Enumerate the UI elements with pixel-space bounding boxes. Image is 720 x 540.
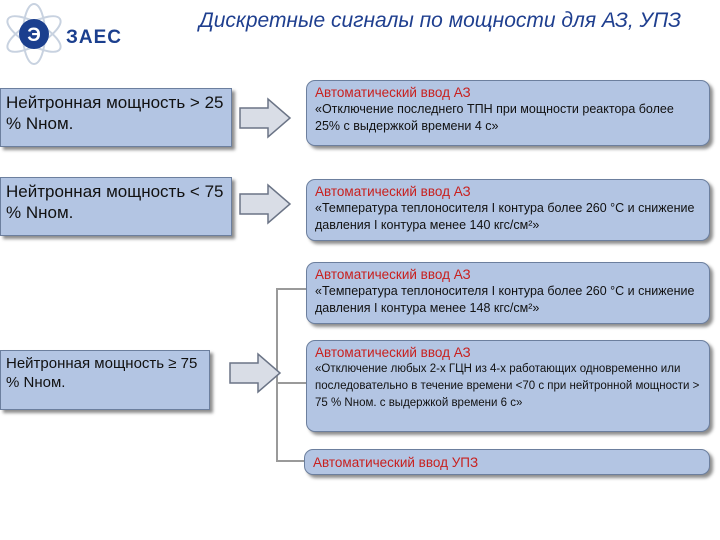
arrow-right-icon xyxy=(238,97,294,139)
condition-box-power-over-25 xyxy=(0,88,232,147)
result-description: «Температура теплоносителя I контура более 260 °C и снижение давления I контура менее 140 кгс/см²» xyxy=(315,201,695,232)
result-heading: Автоматический ввод АЗ xyxy=(315,85,471,100)
condition-box-power-at-least-75 xyxy=(0,350,210,410)
condition-text: Нейтронная мощность > 25 % Nном. xyxy=(6,93,224,133)
result-heading: Автоматический ввод АЗ xyxy=(315,345,471,360)
logo-text: ЗАЕС xyxy=(66,27,123,48)
svg-text:Э: Э xyxy=(27,25,41,46)
bracket-bottom-line xyxy=(276,460,306,462)
result-box-scram-gcn xyxy=(306,340,710,432)
bracket-top-line xyxy=(276,288,306,290)
condition-text: Нейтронная мощность ≥ 75 % Nном. xyxy=(6,355,198,391)
result-description: «Отключение любых 2-х ГЦН из 4-х работающих одновременно или последовательно в течение времени <70 с при нейтронной мощности > 75 % Nном. с выдержкой времени 6 с» xyxy=(315,363,700,409)
condition-text: Нейтронная мощность < 75 % Nном. xyxy=(6,182,224,222)
result-box-scram-tpn xyxy=(306,80,710,146)
arrow-right-icon xyxy=(228,352,284,394)
result-box-scram-temp-140 xyxy=(306,179,710,241)
result-heading: Автоматический ввод УПЗ xyxy=(313,455,479,470)
result-box-upz xyxy=(304,449,710,475)
result-description: «Температура теплоносителя I контура более 260 °C и снижение давления I контура менее 148 кгс/см²» xyxy=(315,284,695,315)
result-heading: Автоматический ввод АЗ xyxy=(315,267,471,282)
page-title: Дискретные сигналы по мощности для АЗ, УПЗ xyxy=(198,9,682,32)
condition-box-power-under-75 xyxy=(0,177,232,236)
arrow-right-icon xyxy=(238,183,294,225)
result-description: «Отключение последнего ТПН при мощности реактора более 25% с выдержкой времени 4 с» xyxy=(315,102,674,133)
result-heading: Автоматический ввод АЗ xyxy=(315,184,471,199)
result-box-scram-temp-148 xyxy=(306,262,710,324)
